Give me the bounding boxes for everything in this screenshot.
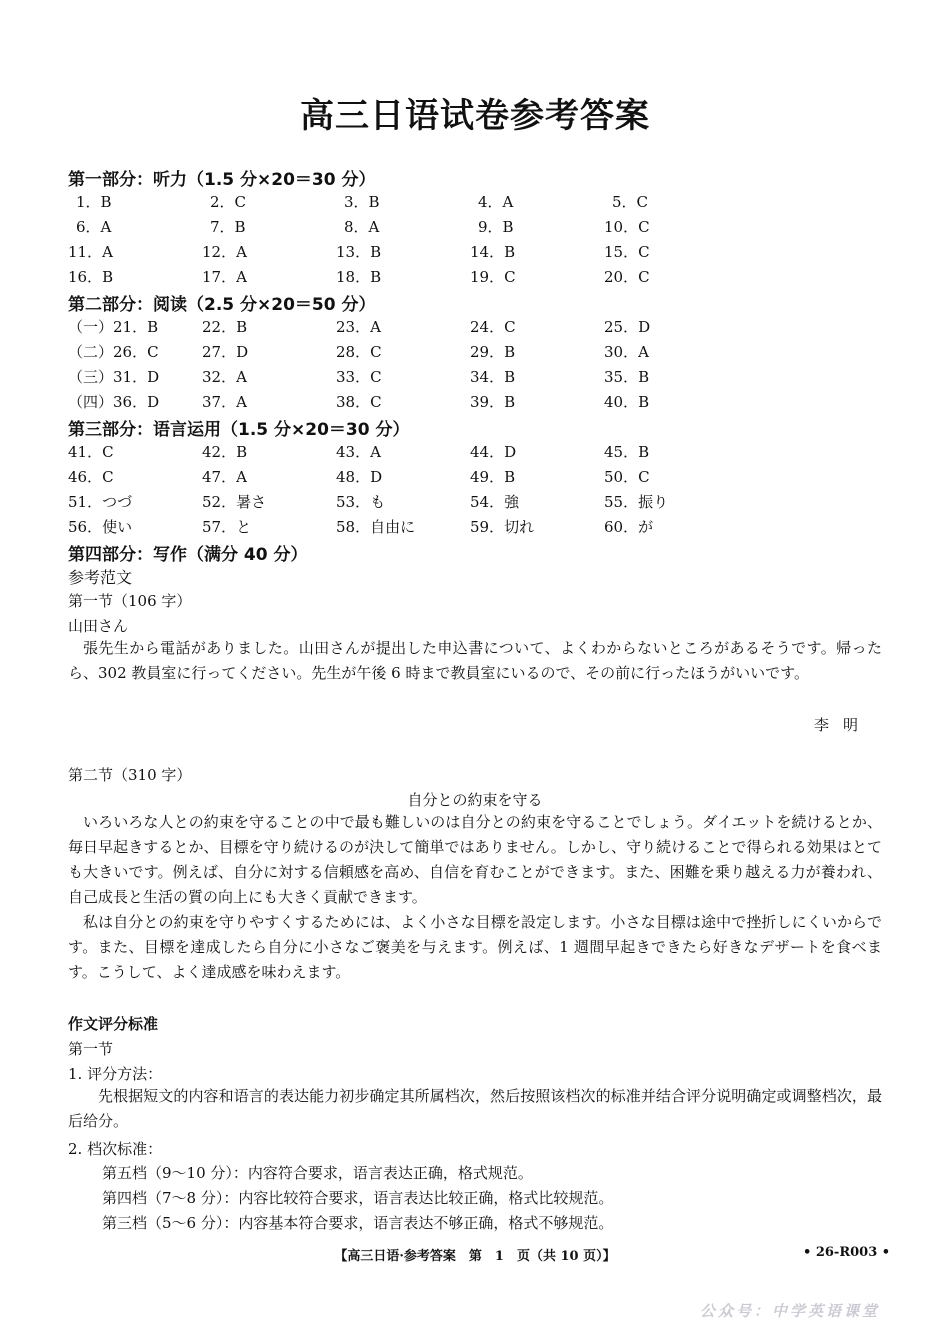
answer-item: 53．も (336, 493, 386, 511)
footer-page-info: 【高三日语·参考答案 第 1 页（共 10 页）】 (334, 1249, 616, 1264)
answer-item: 29．B (470, 343, 516, 361)
answer-item: 35．B (604, 368, 650, 386)
answer-item: （一）21．B (68, 318, 159, 336)
essay-title: 自分との約束を守る (407, 791, 543, 809)
answer-item: 9．B (478, 218, 514, 236)
answer-item: 6．A (76, 218, 112, 236)
answer-item: （二）26．C (68, 343, 159, 361)
answer-row (0, 491, 950, 513)
answer-row (0, 366, 950, 388)
answer-item: 13．B (336, 243, 382, 261)
answer-item: 42．B (202, 443, 248, 461)
answer-row (0, 441, 950, 463)
watermark: 公众号：中学英语课堂 (700, 1302, 881, 1320)
letter-recipient: 山田さん (68, 617, 129, 635)
answer-row (0, 516, 950, 538)
answer-item: 37．A (202, 393, 247, 411)
letter-signature: 李明 (814, 716, 873, 734)
letter-body: 張先生から電話がありました。山田さんが提出した申込書について、よくわからないところがあるそうです。帰ったら、302 教員室に行ってください。先生が午後 6 時まで教員室にいるので、その前に行ったほうがいいです。 (68, 639, 882, 682)
answer-item: 56．使い (68, 518, 133, 536)
answer-item: 27．D (202, 343, 249, 361)
part2-heading: 第二部分：阅读（2.5 分×20＝50 分） (68, 295, 376, 315)
answer-item: 30．A (604, 343, 649, 361)
answer-item: 38．C (336, 393, 382, 411)
answer-item: 43．A (336, 443, 381, 461)
answer-item: 15．C (604, 243, 650, 261)
answer-item: 60．が (604, 518, 654, 536)
answer-item: 14．B (470, 243, 516, 261)
section2-label: 第二节（310 字） (68, 766, 192, 784)
answer-item: 33．C (336, 368, 382, 386)
answer-item: 40．B (604, 393, 650, 411)
answer-row (0, 191, 950, 213)
answer-row (0, 266, 950, 288)
answer-item: 55．振り (604, 493, 669, 511)
answer-item: （四）36．D (68, 393, 160, 411)
criteria-heading: 作文评分标准 (68, 1015, 159, 1033)
answer-item: 10．C (604, 218, 650, 236)
answer-item: 4．A (478, 193, 514, 211)
answer-item: 24．C (470, 318, 516, 336)
answer-item: 32．A (202, 368, 247, 386)
level-item: 第四档（7～8 分）：内容比较符合要求，语言表达比较正确，格式比较规范。 (102, 1189, 614, 1207)
answer-item: 52．暑さ (202, 493, 267, 511)
answer-item: 18．B (336, 268, 382, 286)
method-label: 1. 评分方法： (68, 1065, 163, 1083)
answer-item: 46．C (68, 468, 114, 486)
answer-item: 1．B (76, 193, 112, 211)
answer-item: 34．B (470, 368, 516, 386)
page-title: 高三日语试卷参考答案 (300, 96, 650, 136)
answer-item: 11．A (68, 243, 113, 261)
answer-item: 45．B (604, 443, 650, 461)
answer-item: 59．切れ (470, 518, 535, 536)
answer-item: 57．と (202, 518, 252, 536)
page-footer (0, 1245, 950, 1265)
answer-item: 41．C (68, 443, 114, 461)
level-item: 第五档（9～10 分）：内容符合要求，语言表达正确，格式规范。 (102, 1164, 533, 1182)
answer-item: 23．A (336, 318, 381, 336)
answer-item: 8．A (344, 218, 380, 236)
footer-code: • 26-R003 • (803, 1245, 891, 1260)
sample-label: 参考范文 (68, 568, 133, 587)
part1-heading: 第一部分：听力（1.5 分×20＝30 分） (68, 170, 376, 190)
answer-item: 20．C (604, 268, 650, 286)
part4-heading: 第四部分：写作（满分 40 分） (68, 545, 308, 565)
answer-item: 3．B (344, 193, 380, 211)
answer-item: 58．自由に (336, 518, 416, 536)
answer-item: 44．D (470, 443, 517, 461)
answer-item: 5．C (612, 193, 649, 211)
answer-item: 49．B (470, 468, 516, 486)
answer-item: 39．B (470, 393, 516, 411)
section1-label: 第一节（106 字） (68, 592, 192, 610)
answer-item: 28．C (336, 343, 382, 361)
levels-label: 2. 档次标准： (68, 1140, 163, 1158)
answer-item: 16．B (68, 268, 114, 286)
answer-item: 7．B (210, 218, 246, 236)
answer-item: 25．D (604, 318, 651, 336)
answer-row (0, 216, 950, 238)
essay-paragraph: 私は自分との約束を守りやすくするためには、よく小さな目標を設定します。小さな目標は途中で挫折しにくいからです。また、目標を達成したら自分に小さなご褒美を与えます。例えば、1 週間早起きできたら好きなデザートを食べます。こうして、よく達成感を味わえます。 (68, 913, 882, 981)
criteria-section: 第一节 (68, 1040, 114, 1058)
answer-row (0, 341, 950, 363)
answer-item: 17．A (202, 268, 247, 286)
answer-row (0, 241, 950, 263)
method-text: 先根据短文的内容和语言的表达能力初步确定其所属档次，然后按照该档次的标准并结合评分说明确定或调整档次，最后给分。 (68, 1087, 882, 1130)
answer-item: 2．C (210, 193, 247, 211)
answer-row (0, 466, 950, 488)
answer-item: 54．強 (470, 493, 520, 511)
answer-item: 19．C (470, 268, 516, 286)
part3-heading: 第三部分：语言运用（1.5 分×20＝30 分） (68, 420, 410, 440)
answer-item: 51．つづ (68, 493, 133, 511)
answer-row (0, 316, 950, 338)
level-item: 第三档（5～6 分）：内容基本符合要求，语言表达不够正确，格式不够规范。 (102, 1214, 614, 1232)
answer-item: （三）31．D (68, 368, 160, 386)
answer-item: 22．B (202, 318, 248, 336)
answer-item: 50．C (604, 468, 650, 486)
answer-row (0, 391, 950, 413)
essay-paragraph: いろいろな人との約束を守ることの中で最も難しいのは自分との約束を守ることでしょう。ダイエットを続けるとか、毎日早起きするとか、目標を守り続けるのが決して簡単ではありません。しかし、守り続けることで得られる効果はとても大きいです。例えば、自分に対する信頼感を高め、自信を育むことができます。また、困難を乗り越える力が養われ、自己成長と生活の質の向上にも大きく貢献できます。 (68, 813, 882, 906)
answer-item: 48．D (336, 468, 383, 486)
answer-item: 12．A (202, 243, 247, 261)
answer-item: 47．A (202, 468, 247, 486)
